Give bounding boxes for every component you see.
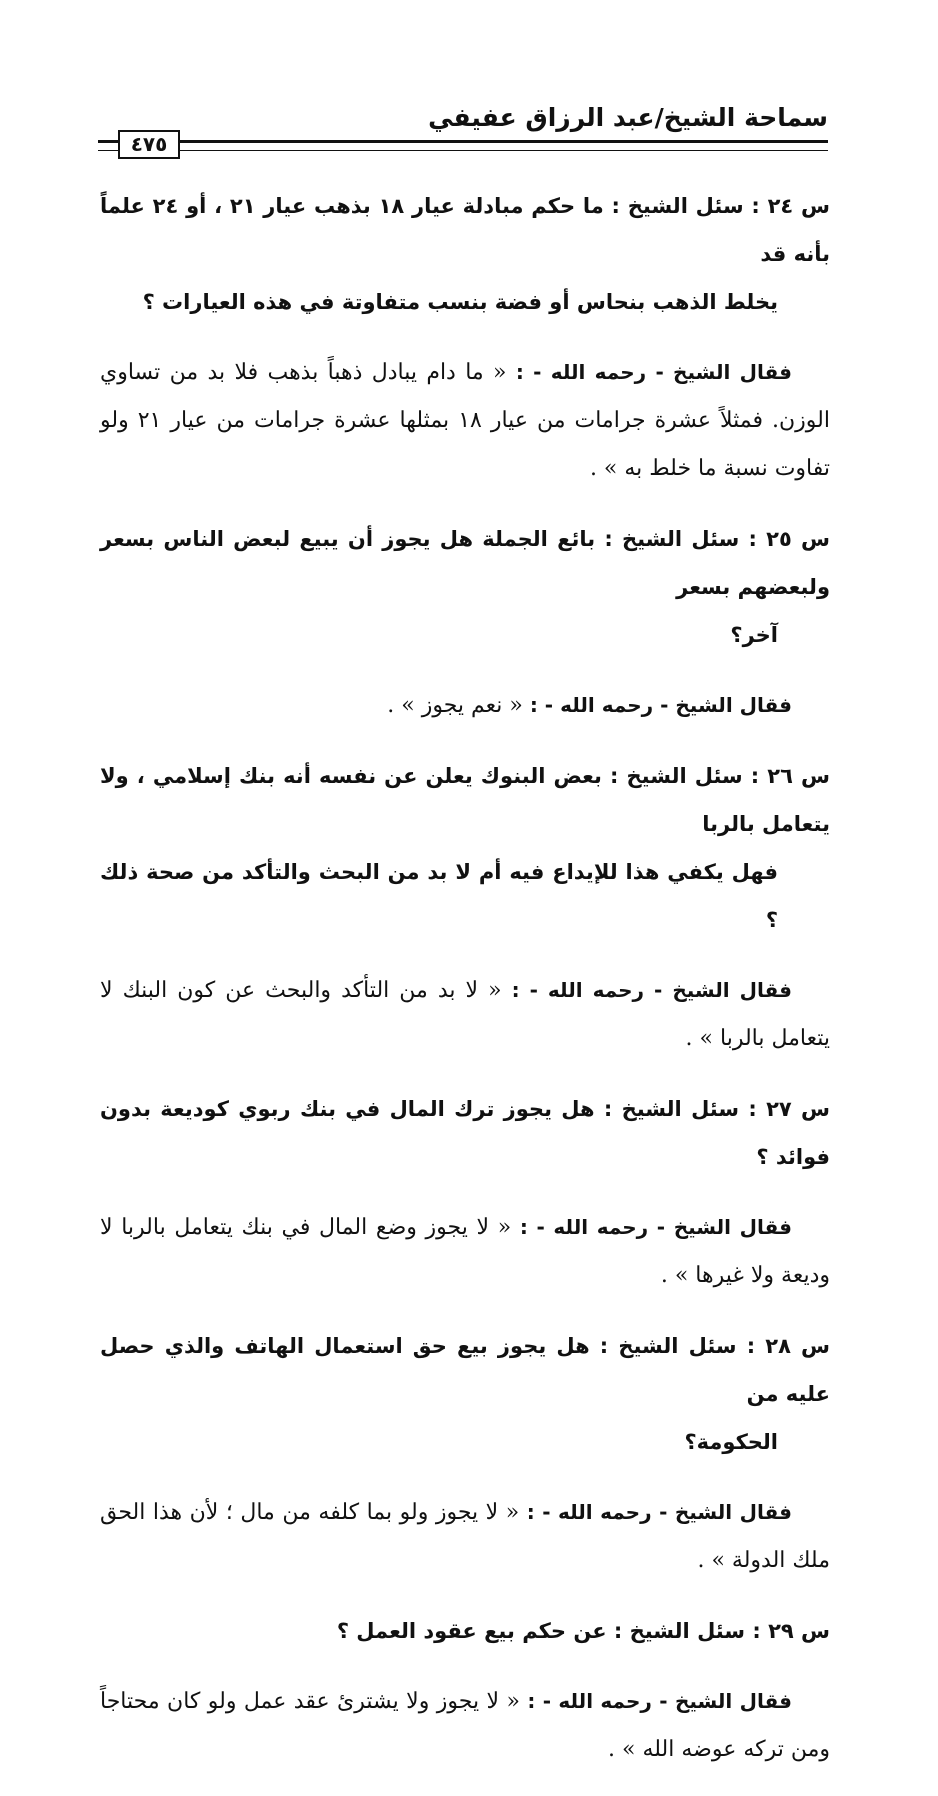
answer-text: « لا يجوز ولو بما كلفه من مال ؛ لأن هذا الحق ملك الدولة » . <box>100 1500 830 1573</box>
question-text: س ٢٩ : سئل الشيخ : عن حكم بيع عقود العمل ؟ <box>336 1619 830 1643</box>
answer-text: « ما دام يبادل ذهباً بذهب فلا بد من تساوي الوزن. فمثلاً عشرة جرامات من عيار ١٨ بمثلها عشرة جرامات من عيار ٢١ ولو تفاوت نسبة ما خلط به » . <box>100 360 830 481</box>
question-text-continued: فهل يكفي هذا للإيداع فيه أم لا بد من البحث والتأكد من صحة ذلك ؟ <box>100 860 778 932</box>
answer-text: « لا يجوز وضع المال في بنك يتعامل بالربا لا وديعة ولا غيرها » . <box>100 1215 830 1288</box>
speaker-label: فقال الشيخ - رحمه الله - : <box>529 693 792 717</box>
question-text-continued: الحكومة؟ <box>684 1430 778 1454</box>
page-number: ٤٧٥ <box>118 130 180 159</box>
answer-28 <box>100 1488 830 1585</box>
answer-29 <box>100 1677 830 1774</box>
question-text-continued: آخر؟ <box>730 623 778 647</box>
question-25 <box>100 515 830 659</box>
running-header-title: سماحة الشيخ/عبد الرزاق عفيفي <box>428 103 828 132</box>
question-26 <box>100 752 830 944</box>
question-text: س ٢٦ : سئل الشيخ : بعض البنوك يعلن عن نفسه أنه بنك إسلامي ، ولا يتعامل بالربا <box>100 764 831 836</box>
answer-text: « لا يجوز ولا يشترئ عقد عمل ولو كان محتاجاً ومن تركه عوضه الله » . <box>100 1689 830 1762</box>
answer-26 <box>100 966 830 1063</box>
question-27 <box>100 1085 830 1181</box>
question-29 <box>100 1607 830 1655</box>
answer-text: « نعم يجوز » . <box>387 693 523 718</box>
answer-text: « لا بد من التأكد والبحث عن كون البنك لا يتعامل بالربا » . <box>100 978 830 1051</box>
question-28 <box>100 1322 830 1466</box>
question-24 <box>100 182 830 326</box>
question-text: س ٢٥ : سئل الشيخ : بائع الجملة هل يجوز أن يبيع لبعض الناس بسعر ولبعضهم بسعر <box>100 527 830 599</box>
answer-24 <box>100 348 830 493</box>
question-text: س ٢٨ : سئل الشيخ : هل يجوز بيع حق استعمال الهاتف والذي حصل عليه من <box>100 1334 831 1406</box>
header-rule <box>98 140 828 151</box>
speaker-label: فقال الشيخ - رحمه الله - : <box>519 1215 793 1239</box>
answer-25 <box>100 681 830 730</box>
page-body <box>100 182 830 1796</box>
question-text-continued: يخلط الذهب بنحاس أو فضة بنسب متفاوتة في هذه العيارات ؟ <box>142 290 778 314</box>
speaker-label: فقال الشيخ - رحمه الله - : <box>526 1500 792 1524</box>
speaker-label: فقال الشيخ - رحمه الله - : <box>515 360 792 384</box>
speaker-label: فقال الشيخ - رحمه الله - : <box>511 978 792 1002</box>
answer-27 <box>100 1203 830 1300</box>
question-text: س ٢٤ : سئل الشيخ : ما حكم مبادلة عيار ١٨ بذهب عيار ٢١ ، أو ٢٤ علماً بأنه قد <box>100 194 831 266</box>
question-text: س ٢٧ : سئل الشيخ : هل يجوز ترك المال في بنك ربوي كوديعة بدون فوائد ؟ <box>100 1097 830 1169</box>
speaker-label: فقال الشيخ - رحمه الله - : <box>527 1689 792 1713</box>
